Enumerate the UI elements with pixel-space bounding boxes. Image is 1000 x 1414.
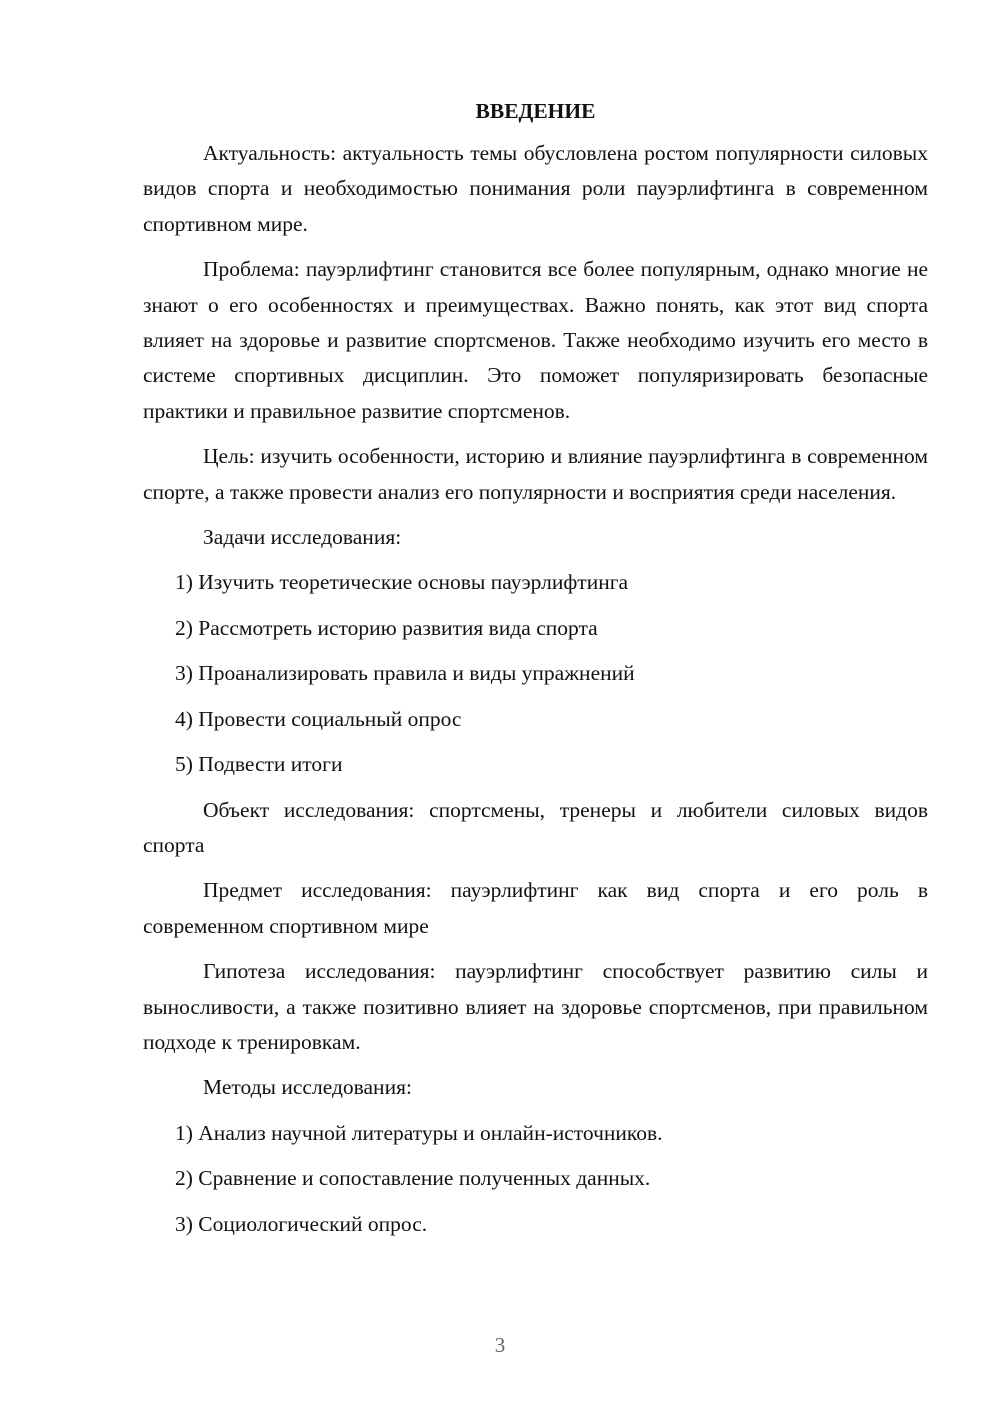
section-title: ВВЕДЕНИЕ [475, 99, 596, 123]
subject-paragraph: Предмет исследования: пауэрлифтинг как вид спорта и его роль в современном спортивном мире [143, 878, 928, 938]
tasks-heading: Задачи исследования: [203, 525, 402, 550]
page-number: 3 [494, 1333, 506, 1357]
task-item: 5) Подвести итоги [175, 752, 343, 777]
task-item: 1) Изучить теоретические основы пауэрлифтинга [175, 570, 629, 595]
problem-paragraph: Проблема: пауэрлифтинг становится все более популярным, однако многие не знают о его особенностях и преимуществах. Важно понять, как этот вид спорта влияет на здоровье и развитие спортсменов. Также необходимо изучить его место в системе спортивных дисциплин. Это поможет популяризировать безопасные практики и правильное развитие спортсменов. [143, 257, 928, 423]
task-item: 4) Провести социальный опрос [175, 706, 462, 731]
task-item: 3) Проанализировать правила и виды упражнений [175, 661, 635, 686]
task-item: 2) Рассмотреть историю развития вида спорта [175, 615, 598, 640]
relevance-paragraph: Актуальность: актуальность темы обусловлена ростом популярности силовых видов спорта и необходимостью понимания роли пауэрлифтинга в современном спортивном мире. [143, 141, 928, 236]
document-page [143, 96, 928, 1252]
methods-heading: Методы исследования: [203, 1075, 412, 1100]
method-item: 1) Анализ научной литературы и онлайн-источников. [175, 1120, 663, 1145]
method-item: 2) Сравнение и сопоставление полученных данных. [175, 1166, 651, 1191]
goal-paragraph: Цель: изучить особенности, историю и влияние пауэрлифтинга в современном спорте, а также провести анализ его популярности и восприятия среди населения. [143, 444, 928, 504]
object-paragraph: Объект исследования: спортсмены, тренеры и любители силовых видов спорта [143, 797, 928, 857]
hypothesis-paragraph: Гипотеза исследования: пауэрлифтинг способствует развитию силы и выносливости, а также позитивно влияет на здоровье спортсменов, при правильном подходе к тренировкам. [143, 959, 928, 1054]
method-item: 3) Социологический опрос. [175, 1211, 428, 1236]
